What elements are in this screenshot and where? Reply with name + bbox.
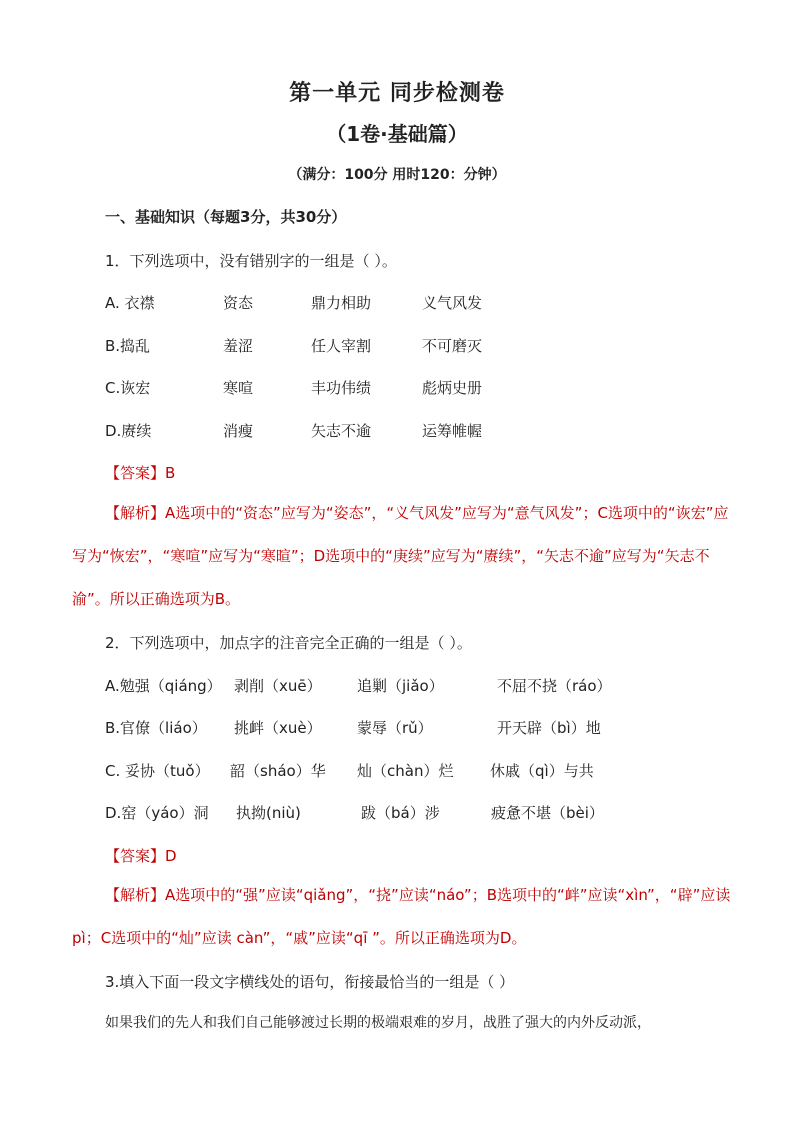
q3-stem: 3.填入下面一段文字横线处的语句，衔接最恰当的一组是（ ） <box>105 973 515 991</box>
q2-option-d-4: 疲惫不堪（bèi） <box>491 804 604 822</box>
section-heading: 一、基础知识（每题3分，共30分） <box>105 208 347 226</box>
q2-explanation <box>72 874 732 960</box>
q2-option-a-3: 追剿（jiǎo） <box>357 677 444 695</box>
q2-option-c-2: 韶（sháo）华 <box>230 762 326 780</box>
q1-option-b-2: 羞涩 <box>223 337 254 355</box>
q2-option-b-1: B.官僚（liáo） <box>105 719 207 737</box>
q2-option-a-2: 剥削（xuē） <box>234 677 322 695</box>
answer-tag: 【答案】 <box>105 847 166 865</box>
q2-option-b-4: 开天辟（bì）地 <box>497 719 601 737</box>
q1-option-b-3: 任人宰割 <box>311 337 372 355</box>
answer-value: B <box>165 464 176 482</box>
page-title: 第一单元 同步检测卷 <box>289 81 505 106</box>
q2-option-c-4: 休戚（qì）与共 <box>490 762 594 780</box>
q1-option-c-2: 寒喧 <box>223 379 254 397</box>
q1-option-d-3: 矢志不逾 <box>311 422 372 440</box>
q1-option-a-2: 资态 <box>223 294 254 312</box>
q2-option-b-3: 蒙辱（rǔ） <box>357 719 433 737</box>
q2-option-d-1: D.窑（yáo）洞 <box>105 804 209 822</box>
q1-option-d-1: D.赓续 <box>105 422 152 440</box>
answer-tag: 【答案】 <box>105 464 166 482</box>
q2-option-a-4: 不屈不挠（ráo） <box>497 677 612 695</box>
q1-option-a-1: A. 衣襟 <box>105 294 155 312</box>
q2-option-d-3: 跋（bá）涉 <box>361 804 440 822</box>
q1-stem: 1．下列选项中，没有错别字的一组是（ ）。 <box>105 252 397 270</box>
q1-option-c-4: 彪炳史册 <box>422 379 483 397</box>
page-subtitle: （1卷·基础篇） <box>326 122 468 146</box>
explanation-tag: 【解析】 <box>105 886 166 904</box>
exam-meta: （满分：100分 用时120：分钟） <box>288 167 506 183</box>
q1-option-d-4: 运筹帷幄 <box>422 422 483 440</box>
q1-option-b-1: B.捣乱 <box>105 337 151 355</box>
explanation-tag: 【解析】 <box>105 504 166 522</box>
q1-answer <box>105 462 175 483</box>
q1-option-c-1: C.诙宏 <box>105 379 151 397</box>
q2-option-c-3: 灿（chàn）烂 <box>357 762 454 780</box>
explanation-text: A选项中的“强”应读“qiǎng”，“挠”应读“náo”；B选项中的“衅”应读“xìn”，“辟”应读 pì；C选项中的“灿”应读 càn”，“戚”应读“qī ”。所以正确选项为D。 <box>72 886 731 947</box>
q2-answer <box>105 845 177 866</box>
explanation-text: A选项中的“资态”应写为“姿态”，“义气风发”应写为“意气风发”；C选项中的“诙宏”应写为“恢宏”，“寒喧”应写为“寒暄”；D选项中的“庚续”应写为“赓续”，“矢志不逾”应写为“矢志不渝”。所以正确选项为B。 <box>72 504 729 608</box>
q1-option-c-3: 丰功伟绩 <box>311 379 372 397</box>
answer-value: D <box>165 847 177 865</box>
q2-option-d-2: 执拗(niù) <box>236 804 301 822</box>
q1-option-b-4: 不可磨灭 <box>422 337 483 355</box>
q2-option-a-1: A.勉强（qiáng） <box>105 677 222 695</box>
q2-option-b-2: 挑衅（xuè） <box>234 719 322 737</box>
q1-option-d-2: 消瘦 <box>223 422 254 440</box>
q2-stem: 2．下列选项中，加点字的注音完全正确的一组是（ ）。 <box>105 634 472 652</box>
q3-passage: 如果我们的先人和我们自己能够渡过长期的极端艰难的岁月，战胜了强大的内外反动派， <box>105 1015 651 1031</box>
q1-option-a-4: 义气风发 <box>422 294 483 312</box>
q2-option-c-1: C. 妥协（tuǒ） <box>105 762 210 780</box>
q1-option-a-3: 鼎力相助 <box>311 294 372 312</box>
q1-explanation <box>72 492 732 621</box>
